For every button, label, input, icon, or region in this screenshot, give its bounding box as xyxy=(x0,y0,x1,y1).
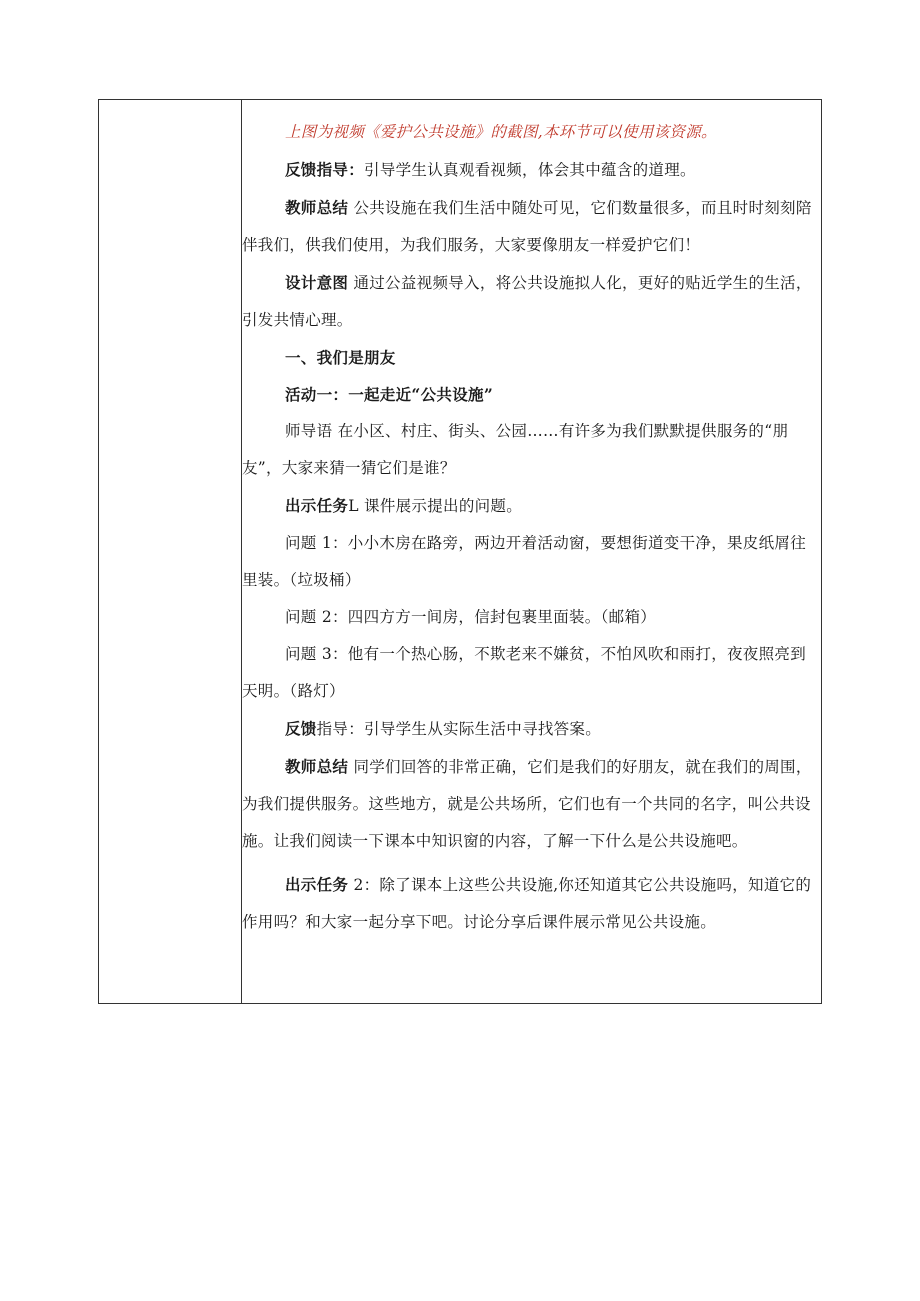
video-resource-note: 上图为视频《爱护公共设施》的截图,本环节可以使用该资源。 xyxy=(285,123,717,141)
design-intent: 设计意图 通过公益视频导入，将公共设施拟人化，更好的贴近学生的生活，引发共情心理。 xyxy=(242,273,812,329)
table-content-cell xyxy=(242,100,822,1004)
lesson-table xyxy=(98,99,822,1004)
task-2: 出示任务 2：除了课本上这些公共设施,你还知道其它公共设施吗，知道它的作用吗？和大家一起分享下吧。讨论分享后课件展示常见公共设施。 xyxy=(242,875,812,931)
question-2: 问题 2：四四方方一间房，信封包裹里面装。（邮箱） xyxy=(285,608,657,626)
question-3: 问题 3：他有一个热心肠，不欺老来不嫌贫，不怕风吹和雨打，夜夜照亮到天明。（路灯） xyxy=(242,645,806,700)
feedback-paragraph-2: 反馈指导：引导学生从实际生活中寻找答案。 xyxy=(285,719,602,738)
teacher-summary-1: 教师总结 公共设施在我们生活中随处可见，它们数量很多，而且时时刻刻陪伴我们，供我们使用，为我们服务，大家要像朋友一样爱护它们！ xyxy=(242,198,812,254)
teacher-intro: 师导语 在小区、村庄、街头、公园……有许多为我们默默提供服务的“朋友”，大家来猜一猜它们是谁？ xyxy=(242,422,789,477)
task-1: 出示任务L 课件展示提出的问题。 xyxy=(285,496,523,515)
activity-title: 活动一：一起走近“公共设施” xyxy=(285,385,494,404)
table-left-cell xyxy=(99,100,242,1004)
feedback-paragraph-1: 反馈指导：引导学生认真观看视频，体会其中蕴含的道理。 xyxy=(285,160,696,179)
section-title: 一、我们是朋友 xyxy=(285,348,396,367)
teacher-summary-2: 教师总结 同学们回答的非常正确，它们是我们的好朋友，就在我们的周围，为我们提供服务。这些地方，就是公共场所，它们也有一个共同的名字，叫公共设施。让我们阅读一下课本中知识窗的内容，了解一下什么是公共设施吧。 xyxy=(242,757,812,850)
question-1: 问题 1：小小木房在路旁，两边开着活动窗，要想街道变干净，果皮纸屑往里装。（垃圾桶） xyxy=(242,534,806,589)
